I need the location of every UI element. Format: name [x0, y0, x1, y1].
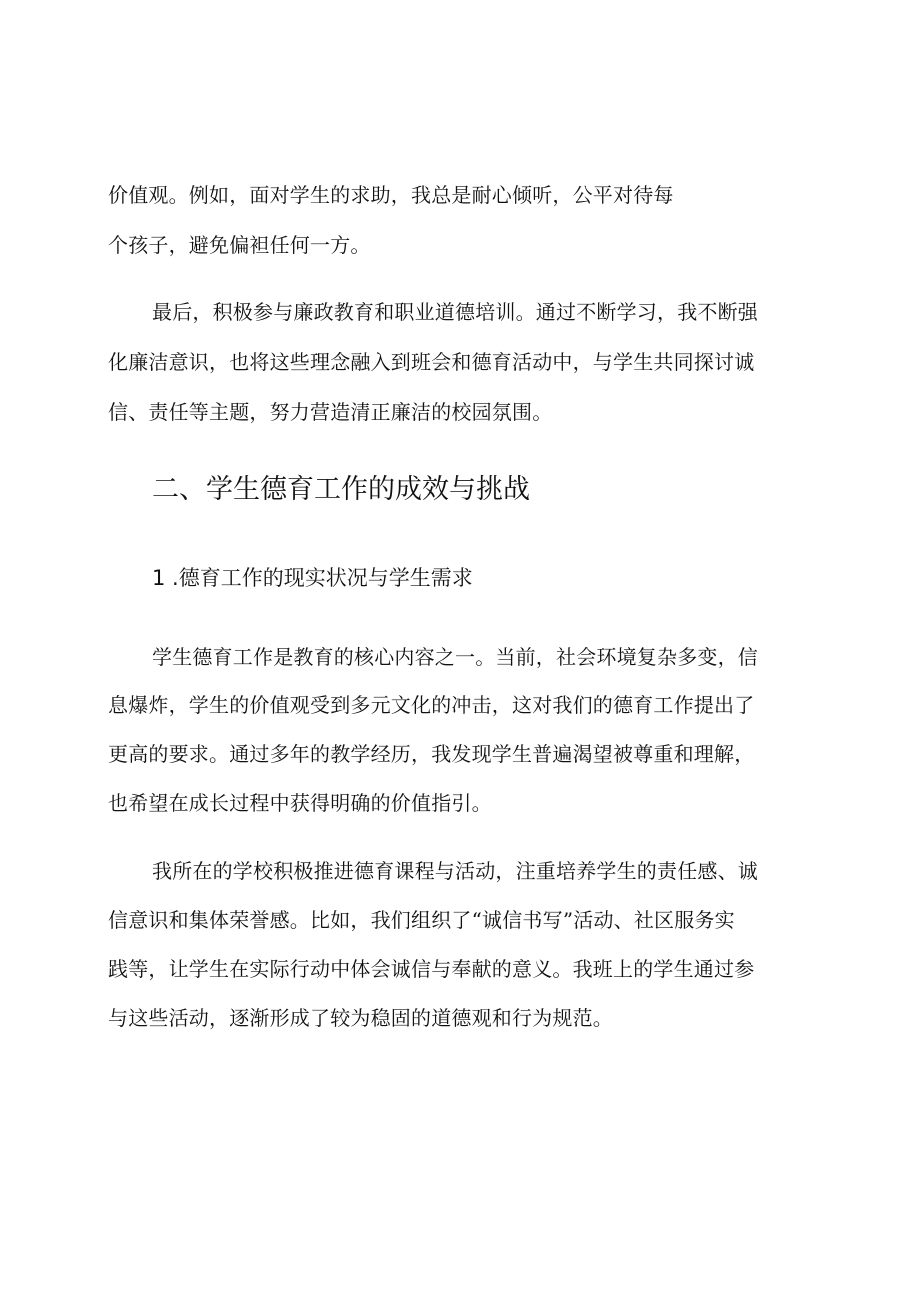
subsection-heading: 1 .德育工作的现实状况与学生需求	[152, 566, 473, 590]
paragraph-3-line-3: 更高的要求。通过多年的教学经历，我发现学生普遍渴望被尊重和理解，	[108, 742, 755, 766]
paragraph-2-line-3: 信、责任等主题，努力营造清正廉洁的校园氛围。	[108, 400, 553, 424]
paragraph-2-line-2: 化廉洁意识，也将这些理念融入到班会和德育活动中，与学生共同探讨诚	[108, 350, 755, 374]
section-heading: 二、学生德育工作的成效与挑战	[152, 474, 530, 505]
paragraph-3-line-1: 学生德育工作是教育的核心内容之一。当前，社会环境复杂多变，信	[152, 645, 758, 669]
paragraph-2-line-1: 最后，积极参与廉政教育和职业道德培训。通过不断学习，我不断强	[152, 300, 758, 324]
paragraph-4-line-1: 我所在的学校积极推进德育课程与活动，注重培养学生的责任感、诚	[152, 859, 758, 883]
paragraph-4-line-3: 践等，让学生在实际行动中体会诚信与奉献的意义。我班上的学生通过参	[108, 957, 755, 981]
paragraph-4-line-2: 信意识和集体荣誉感。比如，我们组织了“诚信书写”活动、社区服务实	[108, 908, 735, 932]
paragraph-1-line-2: 个孩子，避免偏袒任何一方。	[108, 233, 371, 257]
paragraph-3-line-4: 也希望在成长过程中获得明确的价值指引。	[108, 791, 492, 815]
paragraph-3-line-2: 息爆炸，学生的价值观受到多元文化的冲击，这对我们的德育工作提出了	[108, 693, 755, 717]
paragraph-1-line-1: 价值观。例如，面对学生的求助，我总是耐心倾听，公平对待每	[108, 183, 674, 207]
paragraph-4-line-4: 与这些活动，逐渐形成了较为稳固的道德观和行为规范。	[108, 1006, 613, 1030]
